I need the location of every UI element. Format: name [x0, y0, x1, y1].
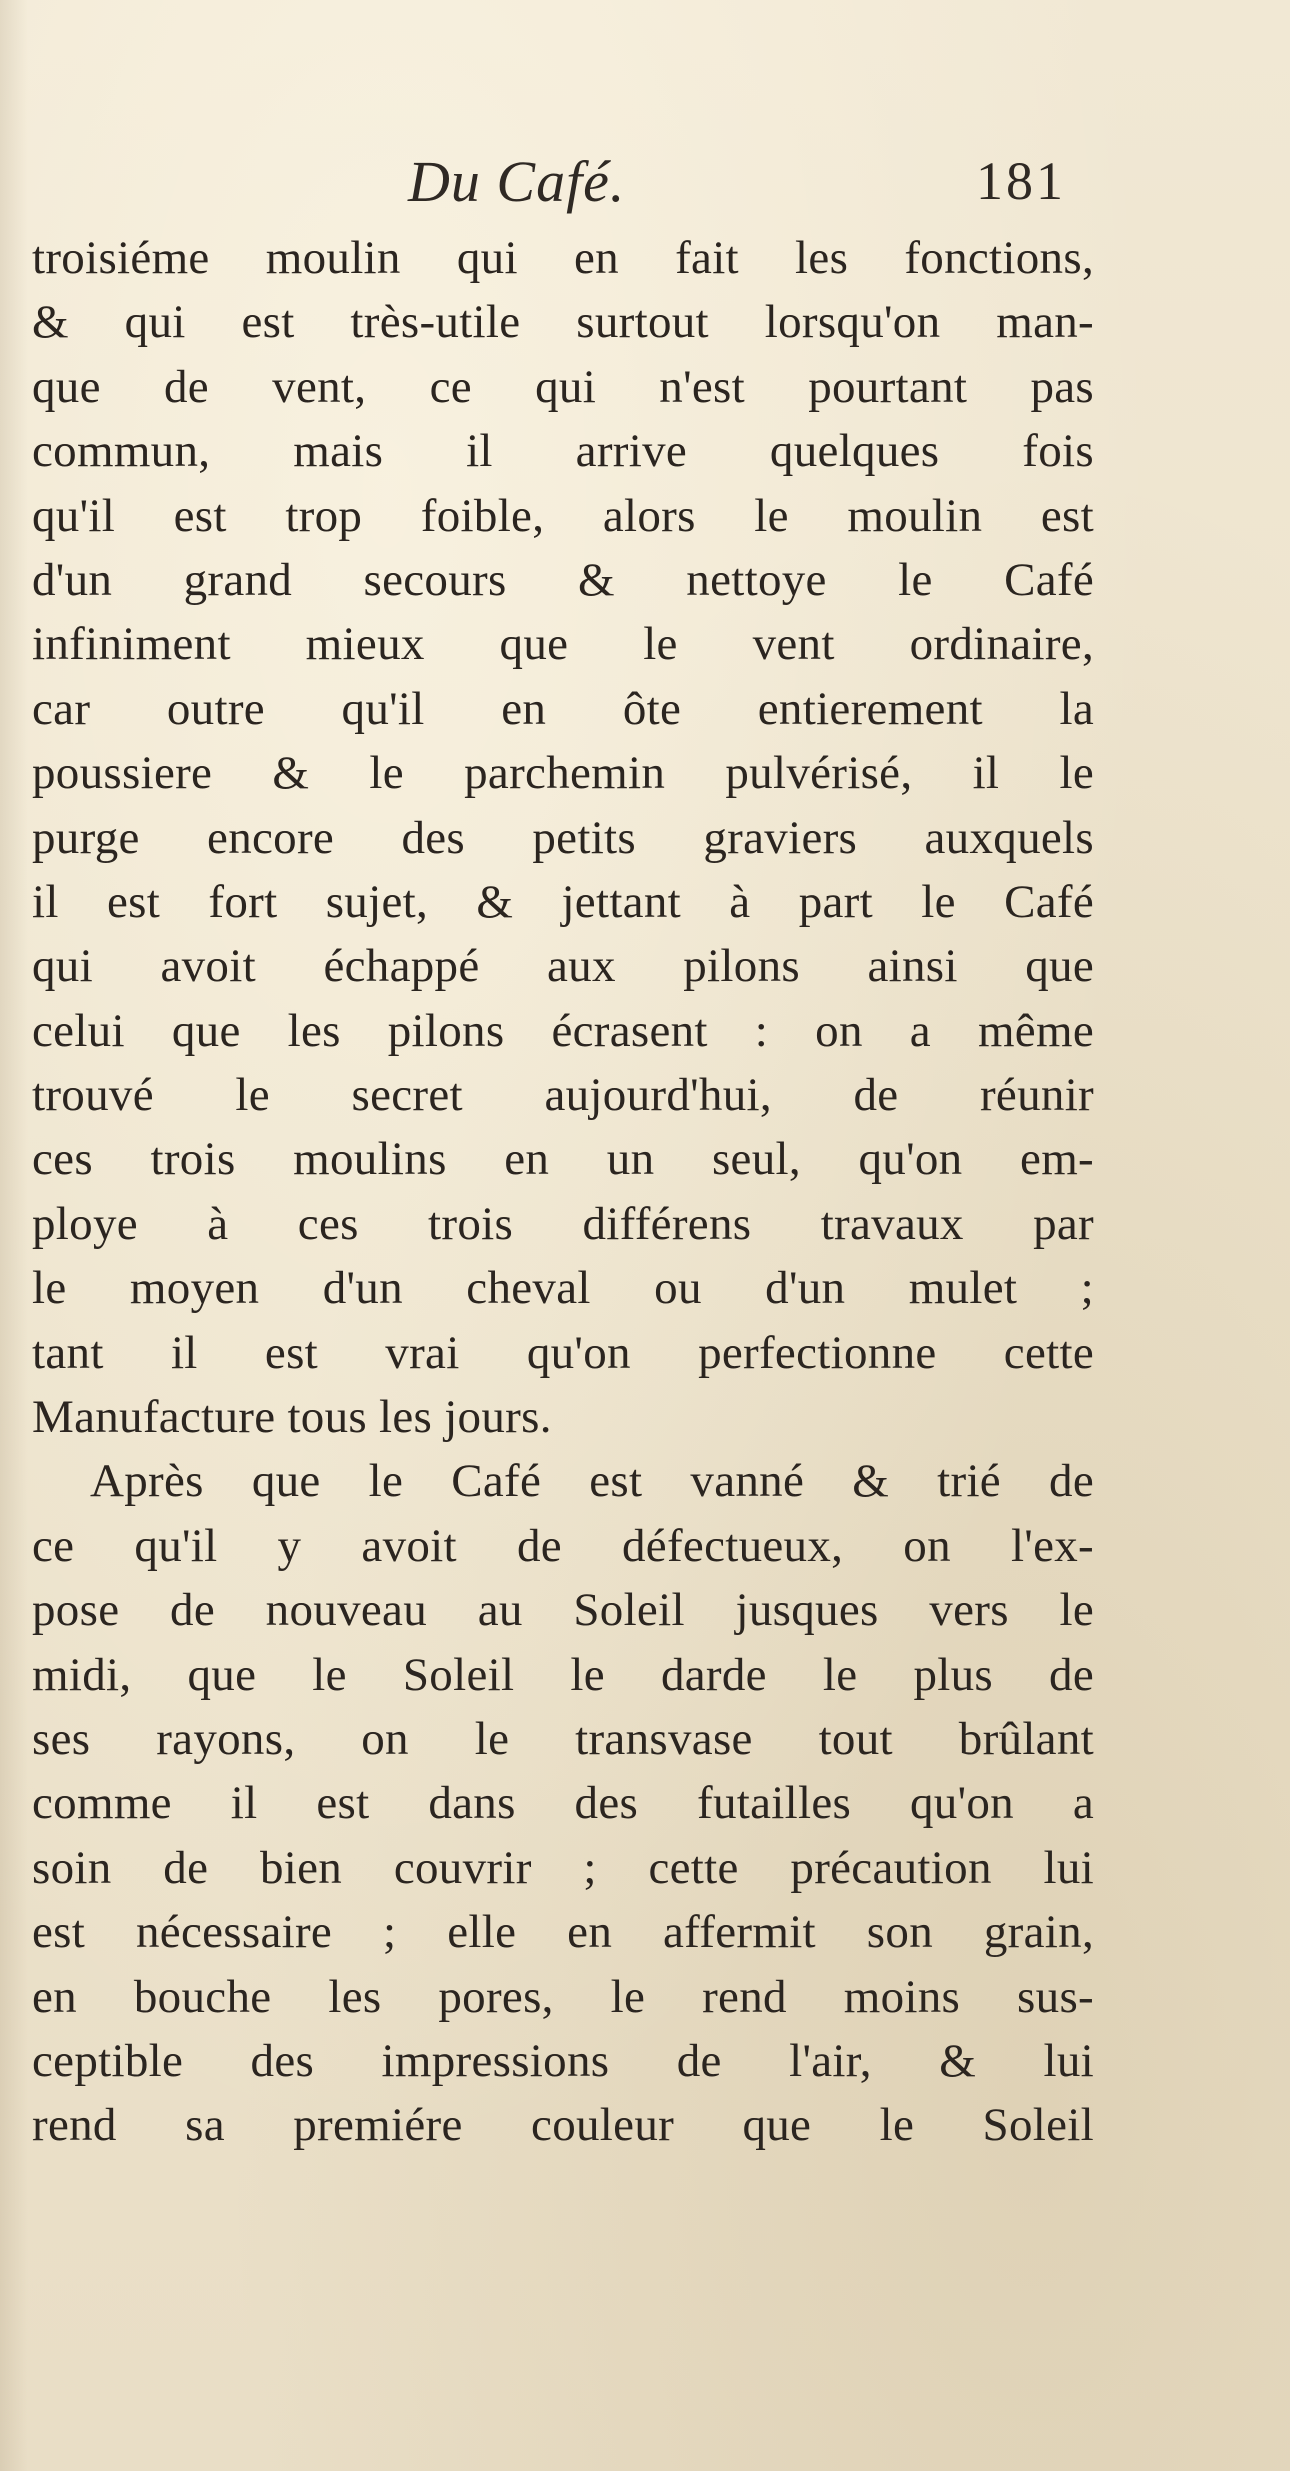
text-line: troisiéme moulin qui en fait les fonctions, — [32, 232, 1094, 284]
text-line: infiniment mieux que le vent ordinaire, — [32, 618, 1094, 671]
body-text — [32, 226, 1094, 2158]
text-line: comme il est dans des futailles qu'on a — [32, 1777, 1094, 1830]
text-line: celui que les pilons écrasent : on a même — [32, 1004, 1094, 1057]
text-line: ses rayons, on le transvase tout brûlant — [32, 1712, 1094, 1765]
page-number: 181 — [976, 151, 1066, 211]
paragraph-first-line: Après que le Café est vanné & trié de — [90, 1455, 1094, 1508]
text-line: ceptible des impressions de l'air, & lui — [32, 2034, 1094, 2087]
text-line: midi, que le Soleil le darde le plus de — [32, 1648, 1094, 1701]
text-line: pose de nouveau au Soleil jusques vers le — [32, 1584, 1094, 1637]
text-line: ces trois moulins en un seul, qu'on em- — [32, 1133, 1094, 1186]
text-line: soin de bien couvrir ; cette précaution lui — [32, 1841, 1094, 1894]
text-line: ce qu'il y avoit de défectueux, on l'ex- — [32, 1519, 1094, 1572]
text-line: Manufacture tous les jours. — [32, 1391, 552, 1444]
text-line: car outre qu'il en ôte entierement la — [32, 682, 1094, 735]
text-line: poussiere & le parchemin pulvérisé, il le — [32, 747, 1094, 800]
text-line: il est fort sujet, & jettant à part le Café — [32, 875, 1094, 928]
text-line: qui avoit échappé aux pilons ainsi que — [32, 940, 1094, 993]
text-line: d'un grand secours & nettoye le Café — [32, 553, 1094, 606]
text-line: est nécessaire ; elle en affermit son grain, — [32, 1906, 1094, 1959]
running-title: Du Café. — [408, 149, 626, 214]
text-line: le moyen d'un cheval ou d'un mulet ; — [32, 1262, 1094, 1315]
page-gutter-shadow — [0, 0, 28, 2471]
text-line: purge encore des petits graviers auxquels — [32, 811, 1094, 864]
text-line: rend sa premiére couleur que le Soleil — [32, 2099, 1094, 2152]
text-line: ploye à ces trois différens travaux par — [32, 1197, 1094, 1250]
text-line: qu'il est trop foible, alors le moulin est — [32, 489, 1094, 542]
text-line: que de vent, ce qui n'est pourtant pas — [32, 360, 1094, 413]
text-line: en bouche les pores, le rend moins sus- — [32, 1970, 1094, 2023]
page-header — [0, 148, 1290, 218]
text-line: tant il est vrai qu'on perfectionne cette — [32, 1326, 1094, 1379]
text-line: commun, mais il arrive quelques fois — [32, 425, 1094, 478]
text-line: & qui est très-utile surtout lorsqu'on man- — [32, 296, 1094, 349]
text-line: trouvé le secret aujourd'hui, de réunir — [32, 1069, 1094, 1122]
